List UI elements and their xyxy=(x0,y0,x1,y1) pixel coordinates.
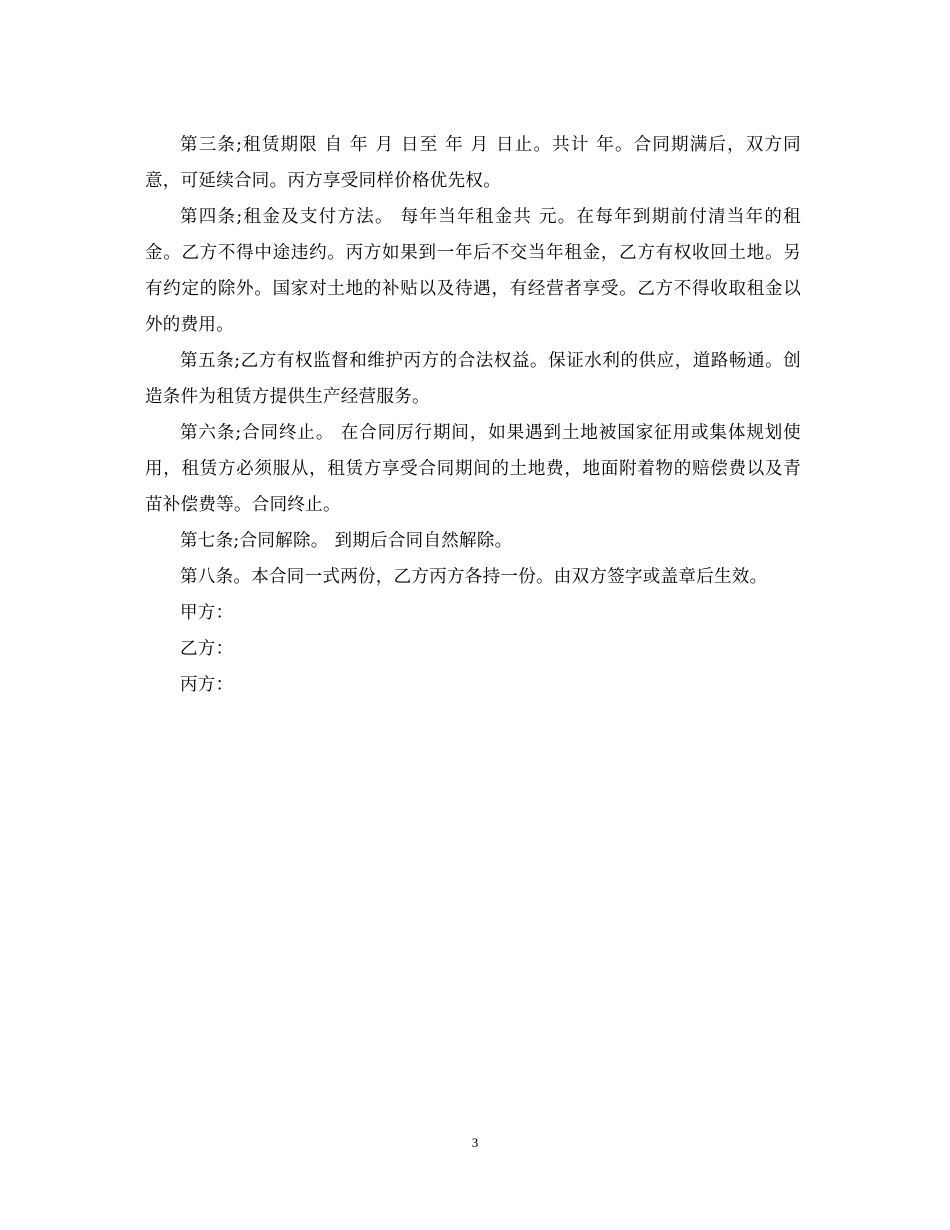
party-a-signature-line: 甲方： xyxy=(180,603,234,623)
clause-7-paragraph: 第七条;合同解除。 到期后合同自然解除。 xyxy=(180,531,513,551)
page-number: 3 xyxy=(471,1135,479,1150)
clause-8-paragraph: 第八条。本合同一式两份，乙方丙方各持一份。由双方签字或盖章后生效。 xyxy=(180,567,768,587)
document-body xyxy=(145,127,801,703)
clause-6-paragraph: 第六条;合同终止。 在合同厉行期间，如果遇到土地被国家征用或集体规划使用，租赁方必须服从，租赁方享受合同期间的土地费，地面附着物的赔偿费以及青苗补偿费等。合同终止。 xyxy=(145,423,801,515)
clause-3-paragraph: 第三条;租赁期限 自 年 月 日至 年 月 日止。共计 年。合同期满后，双方同意，可延续合同。丙方享受同样价格优先权。 xyxy=(145,135,801,191)
party-b-signature-line: 乙方： xyxy=(180,639,234,659)
party-c-signature-line: 丙方： xyxy=(180,675,234,695)
clause-5-paragraph: 第五条;乙方有权监督和维护丙方的合法权益。保证水利的供应，道路畅通。创造条件为租赁方提供生产经营服务。 xyxy=(145,351,801,407)
clause-4-paragraph: 第四条;租金及支付方法。 每年当年租金共 元。在每年到期前付清当年的租金。乙方不得中途违约。丙方如果到一年后不交当年租金，乙方有权收回土地。另有约定的除外。国家对土地的补贴以及待遇，有经营者享受。乙方不得收取租金以外的费用。 xyxy=(145,207,801,335)
